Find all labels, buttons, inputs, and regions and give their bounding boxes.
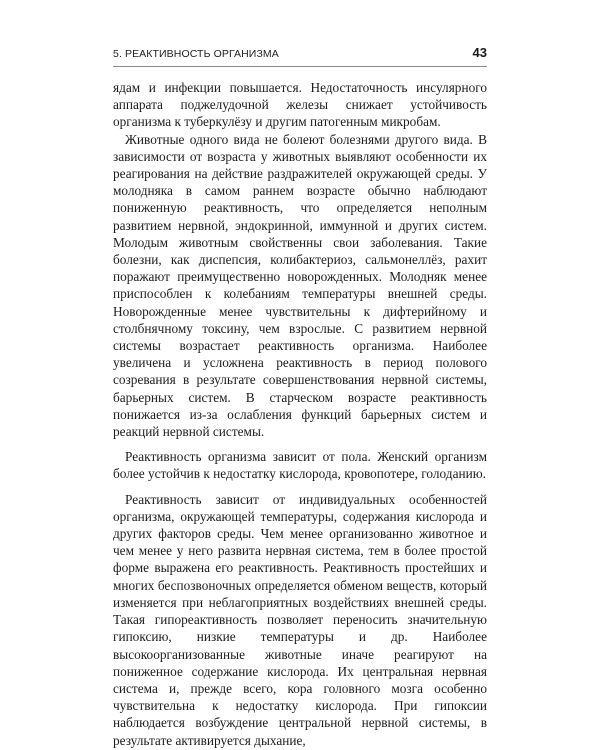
body-text	[113, 79, 487, 749]
paragraph-continuation: ядам и инфекции повышается. Недостаточность инсулярного аппарата поджелудочной железы снижает устойчивость организма к туберкулёзу и другим патогенным микробам.	[113, 80, 487, 130]
paragraph-sex-reactivity: Реактивность организма зависит от пола. Женский организм более устойчив к недостатку кислорода, кровопотере, голоданию.	[113, 449, 487, 482]
paragraph-individual-reactivity: Реактивность зависит от индивидуальных особенностей организма, окружающей температуры, содержания кислорода и других факторов среды. Чем менее организованно животное и чем менее у него развита нервная система, тем в более простой форме выражена его реактивность. Реактивность простейших и многих беспозвоночных определяется обменом веществ, который изменяется при неблагоприятных воздействиях внешней среды. Такая гипореактивность позволяет переносить значительную гипоксию, низкие температуры и др. Наиболее высокоорганизованные животные иначе реагируют на пониженное содержание кислорода. Их центральная нервная система и, прежде всего, кора головного мозга особенно чувствительна к недостатку кислорода. При гипоксии наблюдается возбуждение центральной нервной системы, в результате активируется дыхание,	[113, 491, 487, 748]
running-header	[113, 44, 487, 67]
paragraph-age-reactivity: Животные одного вида не болеют болезнями другого вида. В зависимости от возраста у животных выявляют особенности их реагирования на действие раздражителей окружающей среды. У молодняка в самом раннем возрасте обычно наблюдают пониженную реактивность, что определяется неполным развитием нервной, эндокринной, иммунной и других систем. Молодым животным свойственны свои заболевания. Такие болезни, как диспепсия, колибактериоз, сальмонеллёз, рахит поражают преимущественно новорожденных. Молодняк менее приспособлен к колебаниям температуры внешней среды. Новорожденные менее чувствительны к дифтерийному и столбнячному токсину, чем взрослые. С развитием нервной системы возрастает реактивность организма. Наиболее увеличена и усложнена реактивность в период полового созревания в результате совершенствования нервной системы, барьерных систем. В старческом возрасте реактивность понижается из-за ослабления функций барьерных систем и реакций нервной системы.	[113, 131, 487, 440]
page-number: 43	[472, 45, 487, 60]
chapter-title: 5. РЕАКТИВНОСТЬ ОРГАНИЗМА	[113, 48, 279, 60]
